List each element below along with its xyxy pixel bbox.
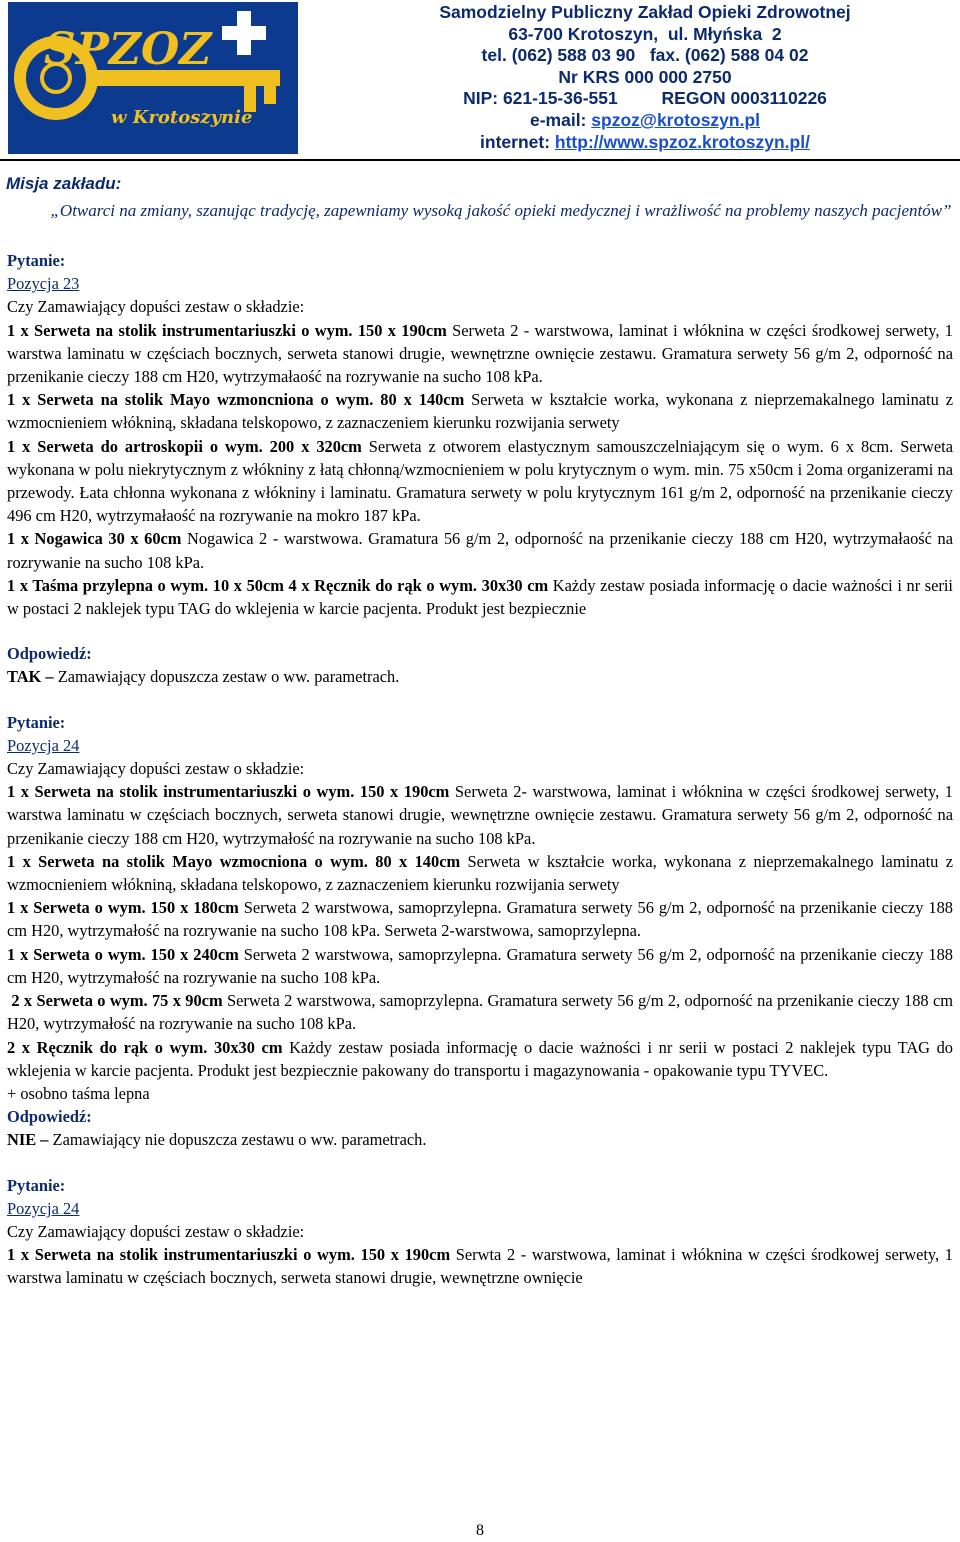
- website-link[interactable]: http://www.spzoz.krotoszyn.pl/: [554, 131, 810, 152]
- institution-address: 63-700 Krotoszyn, ul. Młyńska 2: [508, 23, 782, 44]
- mission-section: [6, 174, 956, 222]
- position-label: Pozycja 24: [7, 735, 80, 755]
- page-number: 8: [476, 1522, 484, 1539]
- position-label: Pozycja 24: [7, 1198, 80, 1218]
- question-label: Pytanie:: [7, 1175, 66, 1195]
- email-link[interactable]: spzoz@krotoszyn.pl: [591, 109, 761, 130]
- list-item: 2 x Serweta o wym. 75 x 90cm Serweta 2 warstwowa, samoprzylepna. Gramatura serwety 56 g/m 2, odporność na przenikanie cieczy 188 cm H20, wytrzymałość na rozrywanie na sucho 108 kPa.: [7, 991, 953, 1034]
- mission-motto: „Otwarci na zmiany, szanując tradycję, zapewniamy wysoką jakość opieki medycznej i wrażliwość na problemy naszych pacjentów”: [50, 201, 952, 220]
- answer-text: NIE – Zamawiający nie dopuszcza zestawu o ww. parametrach.: [7, 1130, 427, 1150]
- question-label: Pytanie:: [7, 712, 66, 732]
- extra-note: + osobno taśma lepna: [7, 1083, 150, 1103]
- letterhead: [0, 0, 960, 158]
- header-divider: [0, 159, 960, 161]
- email-line: [330, 110, 960, 132]
- email-label: e-mail:: [529, 109, 592, 130]
- list-item: 1 x Serweta na stolik instrumentariuszki o wym. 150 x 190cm Serwta 2 - warstwowa, laminat i włóknina w części środkowej serwety, 1 warstwa laminatu w częściach bocznych, serweta stanowi drugie, wewnętrzne ownięcie: [7, 1245, 953, 1288]
- internet-line: [330, 132, 960, 154]
- list-item: 1 x Serweta na stolik instrumentariuszki o wym. 150 x 190cm Serweta 2 - warstwowa, laminat i włóknina w części środkowej serwety, 1 warstwa laminatu w częściach bocznych, serweta stanowi drugie, wewnętrzne ownięcie zestawu. Gramatura serwety 56 g/m 2, odporność na przenikanie cieczy 188 cm H20, wytrzymałaość na rozrywanie na sucho 108 kPa.: [7, 320, 953, 387]
- list-item: 1 x Serweta o wym. 150 x 240cm Serweta 2 warstwowa, samoprzylepna. Gramatura serwety 56 g/m 2, odporność na przenikanie cieczy 188 cm H20, wytrzymałość na rozrywanie na sucho 108 kPa.: [7, 944, 954, 987]
- key-icon: [8, 2, 298, 154]
- question-intro: Czy Zamawiający dopuści zestaw o składzie:: [7, 297, 305, 317]
- list-item: 1 x Taśma przylepna o wym. 10 x 50cm 4 x Ręcznik do rąk o wym. 30x30 cm Każdy zestaw posiada informację o dacie ważności i nr serii w postaci 2 naklejek typu TAG do wklejenia w karcie pacjenta. Produkt jest bezpiecznie: [7, 575, 953, 619]
- institution-name: Samodzielny Publiczny Zakład Opieki Zdrowotnej: [439, 2, 851, 22]
- list-item: 2 x Ręcznik do rąk o wym. 30x30 cm Każdy zestaw posiada informację o dacie ważności i nr serii w postaci 2 naklejek typu TAG do wklejenia w karcie pacjenta. Produkt jest bezpiecznie pakowany do transportu i magazynowania - opakowanie typu TYVEC.: [7, 1037, 953, 1080]
- question-intro: Czy Zamawiający dopuści zestaw o składzie:: [7, 759, 305, 779]
- position-label: Pozycja 23: [7, 274, 80, 294]
- krs-number: Nr KRS 000 000 2750: [558, 66, 732, 87]
- logo-text: SPZOZ: [44, 24, 212, 75]
- logo-subtext: w Krotoszynie: [111, 107, 253, 128]
- document-body: [7, 249, 953, 1290]
- question-intro: Czy Zamawiający dopuści zestaw o składzie:: [7, 1221, 305, 1241]
- answer-label: Odpowiedź:: [7, 644, 92, 664]
- mission-title: Misja zakładu:: [6, 174, 122, 193]
- phone-fax: tel. (062) 588 03 90 fax. (062) 588 04 02: [481, 45, 809, 66]
- list-item: 1 x Serweta na stolik Mayo wzmocniona o wym. 80 x 140cm Serweta w kształcie worka, wykonana z nieprzemakalnego laminatu z wzmocnieniem włókniną, składana telskopowo, z zaznaczeniem kierunku rozwijania serwety: [7, 851, 953, 895]
- list-item: 1 x Serweta na stolik Mayo wzmoncniona o wym. 80 x 140cm Serweta w kształcie worka, wykonana z nieprzemakalnego laminatu z wzmocnieniem włókniną, składana telskopowo, z zaznaczeniem kierunku rozwijania serwety: [7, 390, 953, 433]
- list-item: 1 x Serweta do artroskopii o wym. 200 x 320cm Serweta z otworem elastycznym samouszczelniającym się o wym. 6 x 8cm. Serweta wykonana w polu niekrytycznym z włókniny z łatą chłonną/wzmocnieniem w polu krytycznym o wym. min. 75 x50cm i 2oma organizerami na przewody. Łata chłonna wykonana z włókniny i laminatu. Gramatura serwety w polu krytycznym 161 g/m 2, odporność na przenikanie cieczy 496 cm H20, wytrzymałaość na rozrywanie na mokro 187 kPa.: [7, 436, 953, 526]
- list-item: 1 x Serweta na stolik instrumentariuszki o wym. 150 x 190cm Serweta 2- warstwowa, laminat i włóknina w części środkowej serwety, 1 warstwa laminatu w częściach bocznych, serweta stanowi drugie, wewnętrzne ownięcie zestawu. Gramatura serwety 56 g/m 2, odporność na przenikanie cieczy 188 cm H20, wytrzymałość na rozrywanie na sucho 108 kPa.: [7, 782, 953, 848]
- spzoz-logo: [8, 2, 298, 154]
- internet-label: internet:: [480, 131, 555, 152]
- list-item: 1 x Nogawica 30 x 60cm Nogawica 2 - warstwowa. Gramatura 56 g/m 2, odporność na przenikanie cieczy 188 cm H20, wytrzymałaość na rozrywanie na sucho 108 kPa.: [7, 529, 953, 572]
- nip-regon: NIP: 621-15-36-551 REGON 0003110226: [463, 88, 827, 109]
- institution-contact: [330, 2, 960, 153]
- answer-text: TAK – Zamawiający dopuszcza zestaw o ww. parametrach.: [7, 667, 400, 687]
- list-item: 1 x Serweta o wym. 150 x 180cm Serweta 2 warstwowa, samoprzylepna. Gramatura serwety 56 g/m 2, odporność na przenikanie cieczy 188 cm H20, wytrzymałość na rozrywanie na sucho 108 kPa. Serweta 2-warstwowa, samoprzylepna.: [7, 898, 954, 941]
- question-label: Pytanie:: [7, 251, 66, 270]
- answer-label: Odpowiedź:: [7, 1107, 92, 1127]
